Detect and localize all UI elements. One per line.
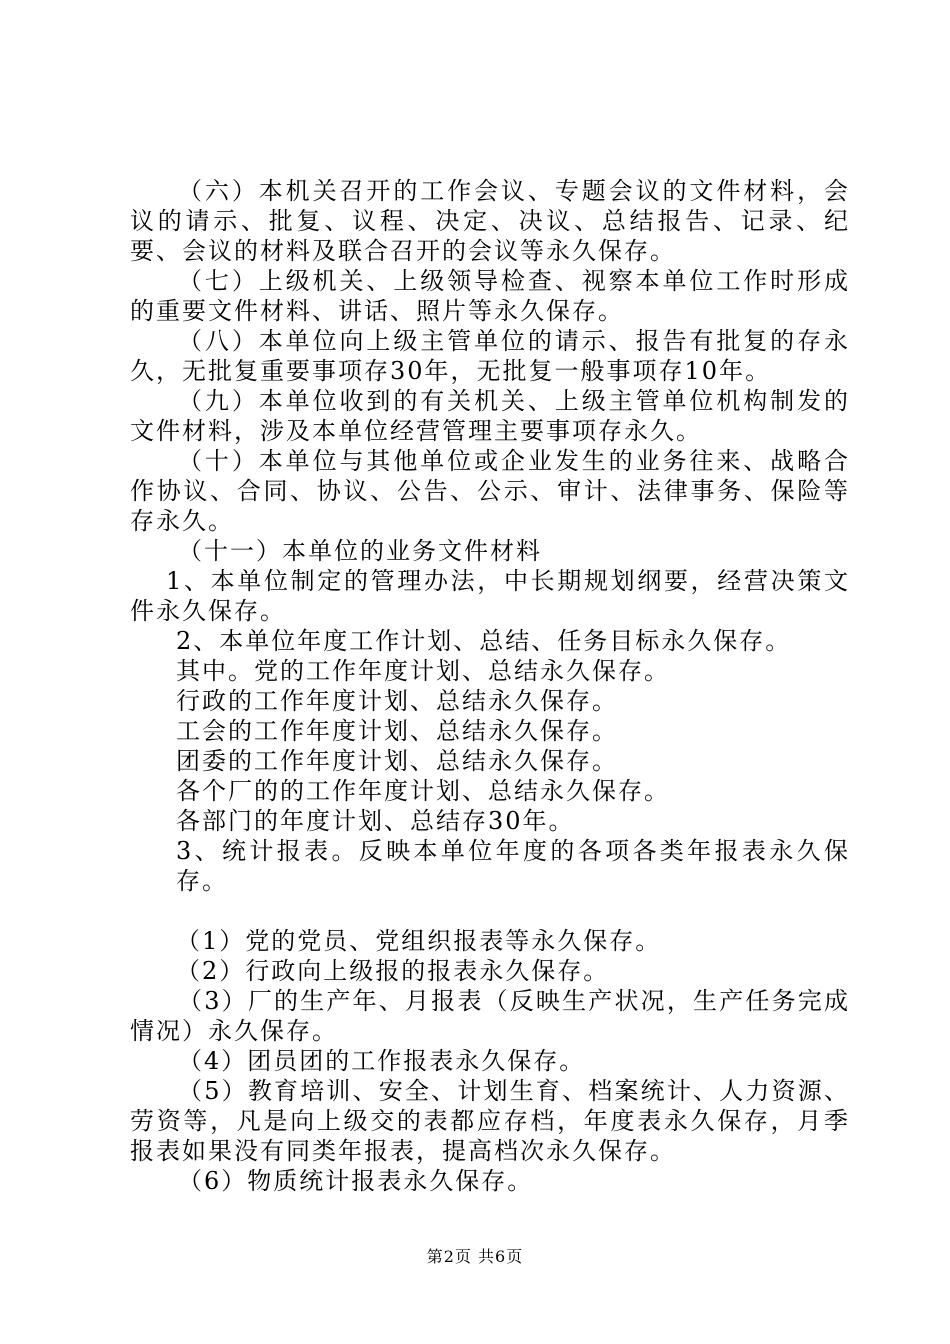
paragraph-six: （六）本机关召开的工作会议、专题会议的文件材料，会议的请示、批复、议程、决定、决议、总结报告、记录、纪要、会议的材料及联合召开的会议等永久保存。 xyxy=(130,177,850,265)
sub-item-1: （1）党的党员、党组织报表等永久保存。 xyxy=(176,927,662,955)
paragraph-eleven-heading: （十一）本单位的业务文件材料 xyxy=(178,537,542,565)
item-2-union: 工会的工作年度计划、总结永久保存。 xyxy=(176,717,618,745)
paragraph-seven: （七）上级机关、上级领导检查、视察本单位工作时形成的重要文件材料、讲话、照片等永久保存。 xyxy=(130,267,850,325)
item-2-factories: 各个厂的的工作年度计划、总结永久保存。 xyxy=(176,777,670,805)
sub-item-3: （3）厂的生产年、月报表（反映生产状况，生产任务完成情况）永久保存。 xyxy=(130,987,850,1045)
paragraph-ten: （十）本单位与其他单位或企业发生的业务往来、战略合作协议、合同、协议、公告、公示、审计、法律事务、保险等存永久。 xyxy=(130,447,850,535)
item-2-party: 其中。党的工作年度计划、总结永久保存。 xyxy=(176,657,670,685)
sub-item-5: （5）教育培训、安全、计划生育、档案统计、人力资源、劳资等，凡是向上级交的表都应存档，年度表永久保存，月季报表如果没有同类年报表，提高档次永久保存。 xyxy=(130,1077,850,1165)
sub-item-4: （4）团员团的工作报表永久保存。 xyxy=(178,1047,586,1075)
item-2-league: 团委的工作年度计划、总结永久保存。 xyxy=(176,747,618,775)
item-2-admin: 行政的工作年度计划、总结永久保存。 xyxy=(176,687,618,715)
page-number-footer: 第2页 共6页 xyxy=(426,1247,524,1266)
item-1: 1、本单位制定的管理办法，中长期规划纲要，经营决策文件永久保存。 xyxy=(130,567,850,625)
paragraph-nine: （九）本单位收到的有关机关、上级主管单位机构制发的文件材料，涉及本单位经营管理主要事项存永久。 xyxy=(130,387,850,445)
item-2: 2、本单位年度工作计划、总结、任务目标永久保存。 xyxy=(176,627,792,655)
paragraph-eight: （八）本单位向上级主管单位的请示、报告有批复的存永久，无批复重要事项存30年，无批复一般事项存10年。 xyxy=(130,327,850,385)
sub-item-6: （6）物质统计报表永久保存。 xyxy=(178,1167,534,1195)
document-body xyxy=(130,176,850,1196)
item-2-departments: 各部门的年度计划、总结存30年。 xyxy=(176,807,575,835)
sub-item-2: （2）行政向上级报的报表永久保存。 xyxy=(176,957,610,985)
item-3: 3、统计报表。反映本单位年度的各项各类年报表永久保存。 xyxy=(176,837,850,895)
